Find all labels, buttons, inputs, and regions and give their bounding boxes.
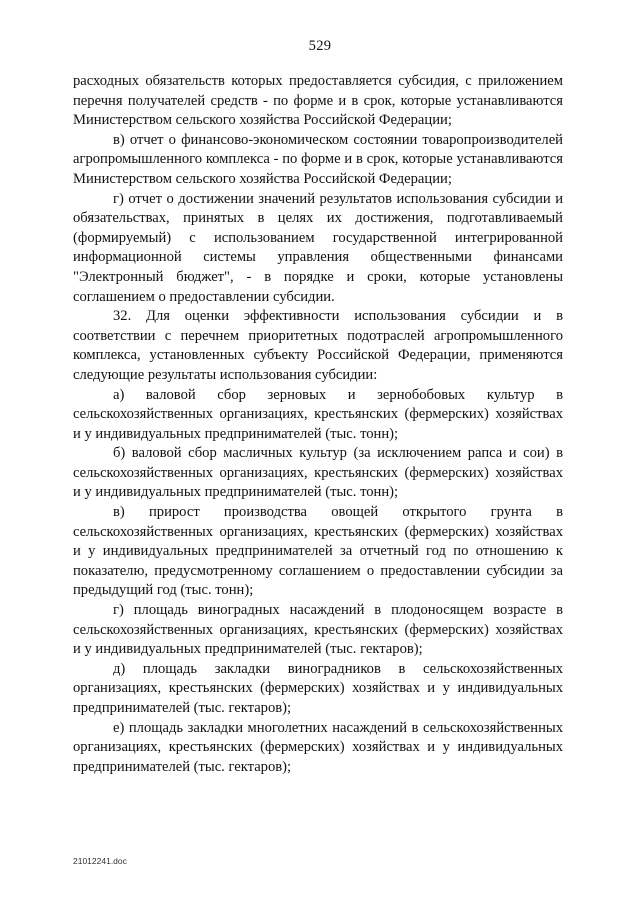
paragraph-item-d: д) площадь закладки виноградников в сельскохозяйственных организациях, крестьянских (фермерских) хозяйствах и у индивидуальных предпринимателей (тыс. гектаров); bbox=[73, 660, 563, 716]
footer-filename: 21012241.doc bbox=[73, 856, 127, 866]
paragraph-continuation: расходных обязательств которых предоставляется субсидия, с приложением перечня получателей средств - по форме и в срок, которые устанавливаются Министерством сельского хозяйства Российской Федерации; bbox=[73, 73, 563, 129]
paragraph-item-v-report: в) отчет о финансово-экономическом состоянии товаропроизводителей агропромышленного комплекса - по форме и в срок, которые устанавливаются Министерством сельского хозяйства Российской Федерации; bbox=[73, 131, 563, 187]
paragraph-item-e: е) площадь закладки многолетних насаждений в сельскохозяйственных организациях, крестьянских (фермерских) хозяйствах и у индивидуальных предпринимателей (тыс. гектаров); bbox=[73, 719, 563, 775]
page-number: 529 bbox=[308, 38, 332, 54]
paragraph-item-v: в) прирост производства овощей открытого грунта в сельскохозяйственных организациях, крестьянских (фермерских) хозяйствах и у индивидуальных предпринимателей за отчетный год по отношению к показателю, предусмотренному соглашением о предоставлении субсидии за предыдущий год (тыс. тонн); bbox=[73, 504, 563, 599]
paragraph-item-a: а) валовой сбор зерновых и зернобобовых культур в сельскохозяйственных организациях, крестьянских (фермерских) хозяйствах и у индивидуальных предпринимателей (тыс. тонн); bbox=[73, 386, 563, 442]
paragraph-item-b: б) валовой сбор масличных культур (за исключением рапса и сои) в сельскохозяйственных организациях, крестьянских (фермерских) хозяйствах и у индивидуальных предпринимателей (тыс. тонн); bbox=[73, 445, 563, 501]
paragraph-item-g: г) площадь виноградных насаждений в плодоносящем возрасте в сельскохозяйственных организациях, крестьянских (фермерских) хозяйствах и у индивидуальных предпринимателей (тыс. гектаров); bbox=[73, 602, 563, 658]
document-body bbox=[73, 72, 563, 777]
paragraph-item-g-report: г) отчет о достижении значений результатов использования субсидии и обязательствах, принятых в целях их достижения, подготавливаемый (формируемый) с использованием государственной интегрированной информационной системы управления общественными финансами "Электронный бюджет", - в порядке и сроки, которые установлены соглашением о предоставлении субсидии. bbox=[73, 190, 563, 305]
paragraph-clause-32: 32. Для оценки эффективности использования субсидии и в соответствии с перечнем приоритетных подотраслей агропромышленного комплекса, установленных субъекту Российской Федерации, применяются следующие результаты использования субсидии: bbox=[73, 308, 563, 383]
